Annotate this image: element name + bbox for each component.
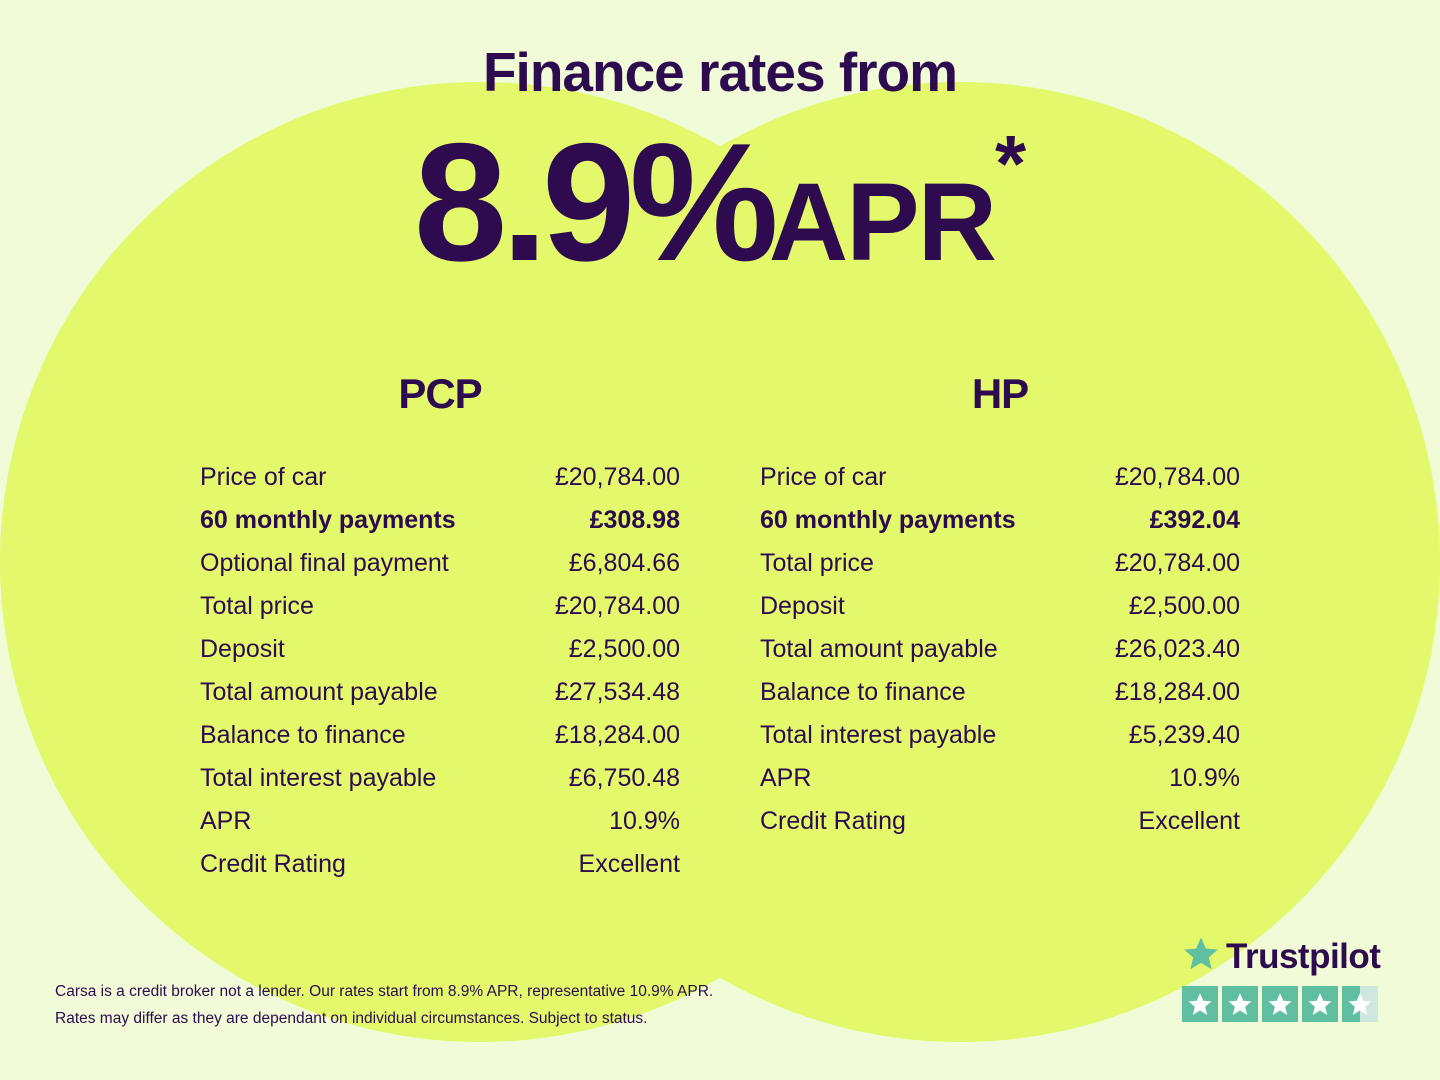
table-row xyxy=(200,757,680,800)
row-value: £18,284.00 xyxy=(554,721,680,749)
row-value: 10.9% xyxy=(1169,764,1240,792)
row-value: £392.04 xyxy=(1149,506,1240,534)
row-value: Excellent xyxy=(1138,807,1240,835)
table-row xyxy=(200,499,680,542)
row-label: Balance to finance xyxy=(760,678,966,706)
table-row xyxy=(760,671,1240,714)
row-value: £18,284.00 xyxy=(1114,678,1240,706)
row-value: £20,784.00 xyxy=(1114,463,1240,491)
row-label: Credit Rating xyxy=(200,850,346,878)
row-label: Balance to finance xyxy=(200,721,406,749)
row-value: 10.9% xyxy=(609,807,680,835)
row-label: Total price xyxy=(200,592,314,620)
table-row xyxy=(200,456,680,499)
rating-star-icon xyxy=(1262,986,1298,1022)
row-label: Optional final payment xyxy=(200,549,449,577)
row-label: Deposit xyxy=(200,635,285,663)
table-row xyxy=(760,800,1240,843)
disclaimer xyxy=(55,979,713,1032)
rate-number: 8.9% xyxy=(413,108,773,296)
row-value: £6,804.66 xyxy=(568,549,680,577)
row-label: Total amount payable xyxy=(200,678,438,706)
row-label: Credit Rating xyxy=(760,807,906,835)
table-row xyxy=(200,585,680,628)
trustpilot-rating xyxy=(1182,986,1392,1022)
row-value: £308.98 xyxy=(589,506,680,534)
disclaimer-line-2: Rates may differ as they are dependant on individual circumstances. Subject to status. xyxy=(55,1009,648,1027)
row-label: 60 monthly payments xyxy=(760,506,1016,534)
row-label: 60 monthly payments xyxy=(200,506,456,534)
table-row xyxy=(760,456,1240,499)
rating-star-icon xyxy=(1302,986,1338,1022)
trustpilot-name: Trustpilot xyxy=(1226,936,1381,976)
row-value: £20,784.00 xyxy=(554,463,680,491)
disclaimer-line-1: Carsa is a credit broker not a lender. Our rates start from 8.9% APR, representative 10.9% APR. xyxy=(55,983,714,1001)
row-label: Deposit xyxy=(760,592,845,620)
table-row xyxy=(760,714,1240,757)
rating-half-star-icon xyxy=(1342,986,1378,1022)
trustpilot-badge[interactable] xyxy=(1182,935,1392,1022)
trustpilot-star-icon xyxy=(1182,935,1220,978)
table-row xyxy=(760,542,1240,585)
row-label: Total price xyxy=(760,549,874,577)
row-value: £6,750.48 xyxy=(568,764,680,792)
table-row xyxy=(200,542,680,585)
rating-star-icon xyxy=(1182,986,1218,1022)
row-label: APR xyxy=(760,764,812,792)
hp-title: HP xyxy=(971,370,1029,417)
table-row xyxy=(200,671,680,714)
row-value: £26,023.40 xyxy=(1114,635,1240,663)
row-value: £2,500.00 xyxy=(1128,592,1240,620)
row-value: £20,784.00 xyxy=(554,592,680,620)
table-row xyxy=(200,628,680,671)
finance-table-pcp xyxy=(160,370,720,886)
row-label: Total interest payable xyxy=(760,721,997,749)
table-row xyxy=(760,499,1240,542)
finance-tables xyxy=(0,370,1440,886)
row-label: Price of car xyxy=(200,463,327,491)
row-label: Total interest payable xyxy=(200,764,437,792)
table-row xyxy=(200,714,680,757)
row-value: £27,534.48 xyxy=(554,678,680,706)
row-value: Excellent xyxy=(578,850,680,878)
table-row xyxy=(200,843,680,886)
table-row xyxy=(760,585,1240,628)
rating-star-icon xyxy=(1222,986,1258,1022)
row-value: £5,239.40 xyxy=(1128,721,1240,749)
finance-table-hp xyxy=(720,370,1280,886)
row-label: Price of car xyxy=(760,463,887,491)
row-value: £20,784.00 xyxy=(1114,549,1240,577)
headline-rate xyxy=(0,108,1440,296)
row-label: APR xyxy=(200,807,252,835)
trustpilot-header xyxy=(1182,935,1392,978)
table-row xyxy=(760,628,1240,671)
rate-asterisk: * xyxy=(995,119,1027,208)
rate-apr-label: APR xyxy=(768,161,996,284)
pcp-title: PCP xyxy=(398,370,482,417)
row-label: Total amount payable xyxy=(760,635,998,663)
page-title: Finance rates from xyxy=(482,41,958,103)
table-row xyxy=(760,757,1240,800)
row-value: £2,500.00 xyxy=(568,635,680,663)
table-row xyxy=(200,800,680,843)
